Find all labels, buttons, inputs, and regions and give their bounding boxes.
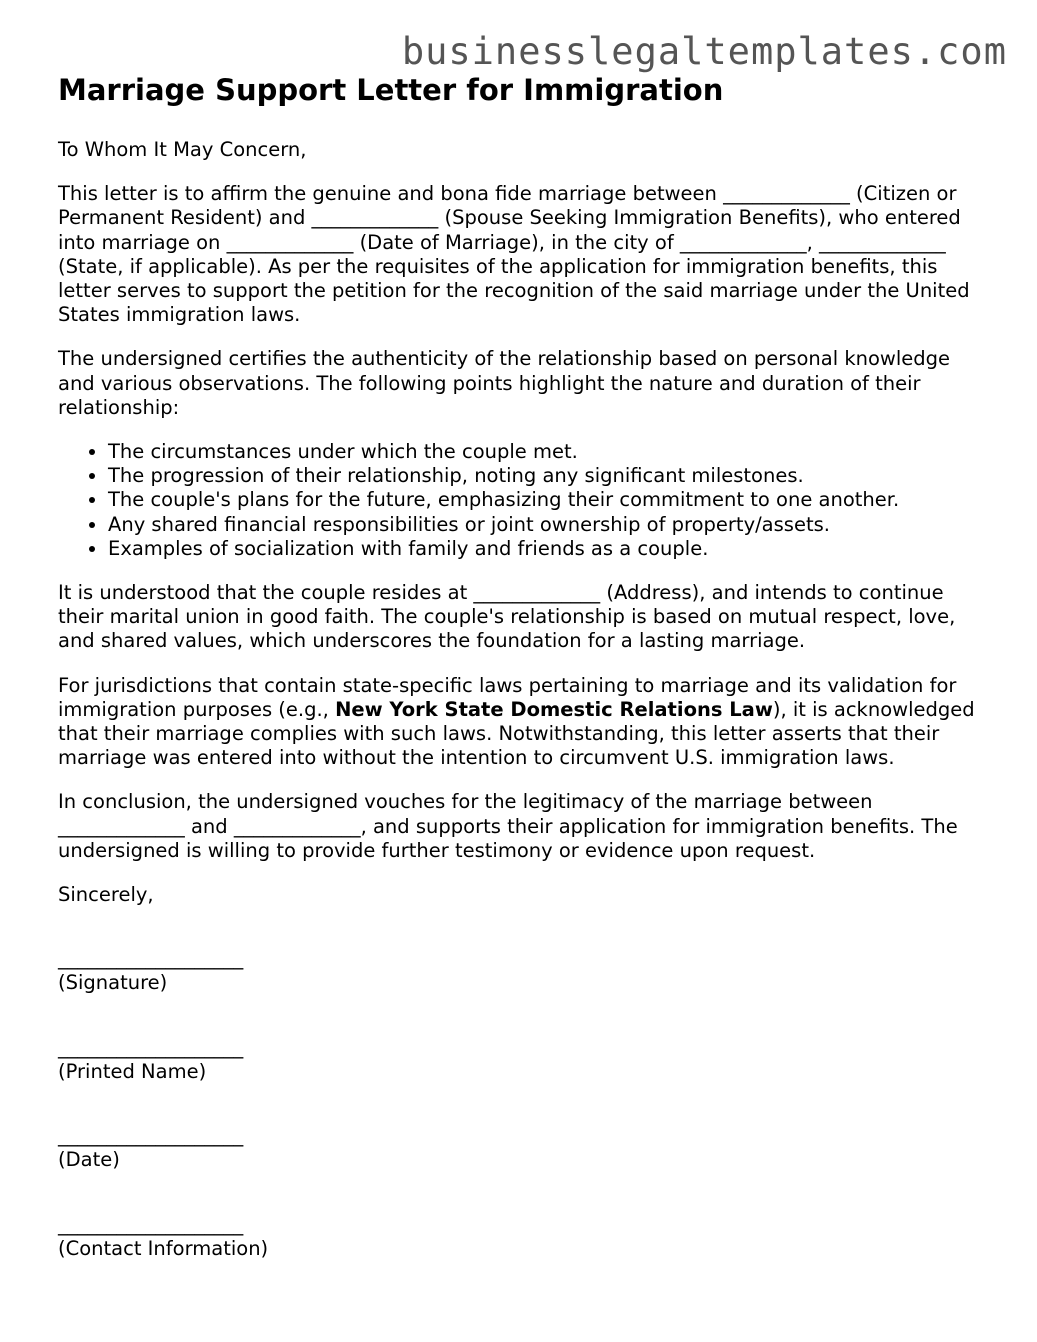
jurisdiction-text-after: ), it is acknowledged that their marriage complies with such laws. Notwithstanding, this letter asserts that their marriage was entered into without the intention to circumvent U.S. immigration laws. [58,697,975,770]
date-field [58,1124,988,1172]
printed-name-field [58,1036,988,1084]
paragraph-affirmation: This letter is to affirm the genuine and bona fide marriage between _____________ (Citizen or Permanent Resident) and _____________ (Spouse Seeking Immigration Benefits), who entered into marriage on _____________ (Date of Marriage), in the city of _____________, _____________ (State, if applicable). As per the requisites of the application for immigration benefits, this letter serves to support the petition for the recognition of the said marriage under the United States immigration laws. [58,182,970,327]
letter-body [58,70,988,1281]
watermark: businesslegaltemplates.com [401,30,1007,73]
salutation: To Whom It May Concern, [58,138,307,161]
date-label: (Date) [58,1148,120,1172]
document-title: Marriage Support Letter for Immigration [58,73,724,107]
paragraph-residence: It is understood that the couple resides at _____________ (Address), and intends to continue their marital union in good faith. The couple's relationship is based on mutual respect, love, and shared values, which underscores the foundation for a lasting marriage. [58,581,956,653]
printed-name-line: ___________________ [58,1035,244,1059]
signature-line: ___________________ [58,947,244,971]
paragraph-jurisdiction [58,674,988,771]
date-line: ___________________ [58,1124,244,1148]
list-item: • The couple's plans for the future, emphasizing their commitment to one another. [108,488,988,512]
signature-label: (Signature) [58,971,168,995]
list-item: • Any shared financial responsibilities or joint ownership of property/assets. [108,513,988,537]
signature-field [58,947,988,995]
printed-name-label: (Printed Name) [58,1059,207,1083]
paragraph-conclusion: In conclusion, the undersigned vouches for the legitimacy of the marriage between _____________ and _____________, and supports their application for immigration benefits. The undersigned is willing to provide further testimony or evidence upon request. [58,790,958,862]
list-item: • Examples of socialization with family and friends as a couple. [108,537,988,561]
law-name: New York State Domestic Relations Law [335,697,773,721]
contact-information-line: ___________________ [58,1212,244,1236]
contact-information-field [58,1213,988,1261]
list-item: • The progression of their relationship, noting any significant milestones. [108,464,988,488]
list-item: • The circumstances under which the couple met. [108,440,988,464]
contact-information-label: (Contact Information) [58,1236,269,1260]
relationship-points-list [58,440,988,561]
paragraph-certification: The undersigned certifies the authenticity of the relationship based on personal knowledge and various observations. The following points highlight the nature and duration of their relationship: [58,347,951,419]
closing: Sincerely, [58,883,154,907]
jurisdiction-text-before: For jurisdictions that contain state-specific laws pertaining to marriage and its validation for immigration purposes (e.g., [58,673,957,721]
